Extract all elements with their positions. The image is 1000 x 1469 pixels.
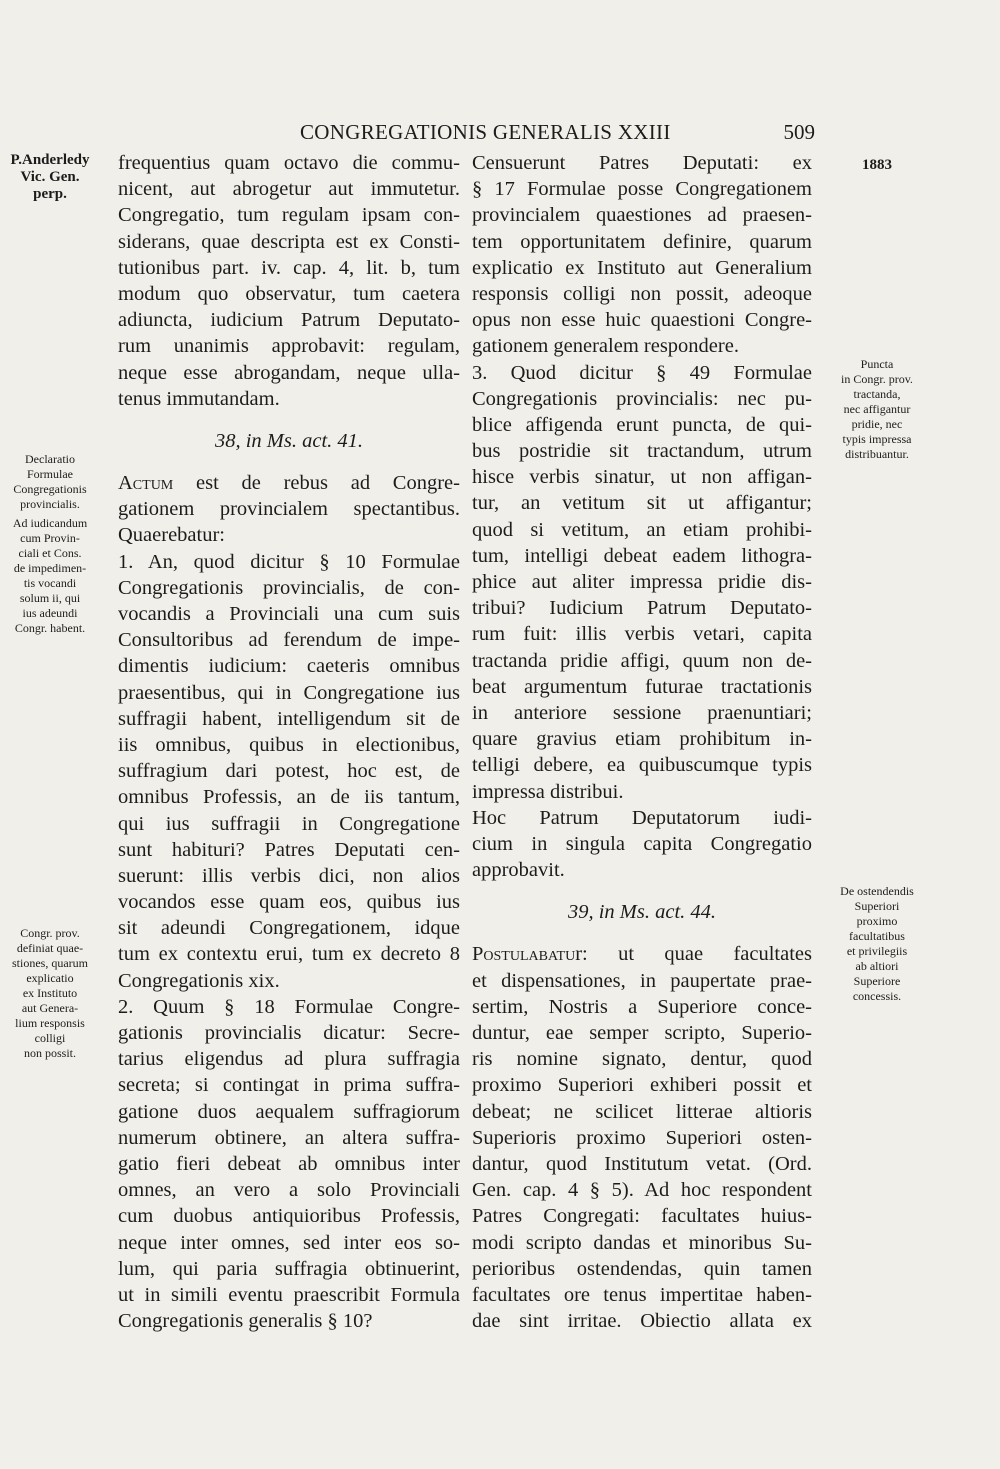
text-line: gatione duos aequalem suffragiorum bbox=[118, 1100, 460, 1123]
margin-note-line: stiones, quarum bbox=[12, 956, 88, 970]
text-line: sunt habituri? Patres Deputati cen- bbox=[118, 838, 460, 861]
text-line: numerum obtinere, an altera suffra- bbox=[118, 1126, 460, 1149]
text-line: siderans, quae descripta est ex Consti- bbox=[118, 230, 460, 253]
text-line: beat argumentum futurae tractationis bbox=[472, 675, 812, 698]
text-line: 1. An, quod dicitur § 10 Formulae bbox=[118, 550, 460, 573]
margin-note-line: Superiori bbox=[854, 899, 900, 913]
margin-note-line: distribuantur. bbox=[845, 447, 909, 461]
left-column bbox=[118, 150, 460, 1334]
text-line: bus postridie sit tractandum, utrum bbox=[472, 440, 812, 463]
text-line: gationem generalem respondere. bbox=[472, 335, 739, 358]
text-line: quare gravius etiam prohibitum in- bbox=[472, 728, 812, 751]
text-line: ris nomine signato, dentur, quod bbox=[472, 1048, 812, 1071]
text-line: 3. Quod dicitur § 49 Formulae bbox=[472, 361, 812, 384]
line-gap bbox=[472, 925, 812, 941]
text-line: tum, intelligi debeat eadem lithogra- bbox=[472, 544, 812, 567]
text-line: Hoc Patrum Deputatorum iudi- bbox=[472, 806, 812, 829]
margin-author-line: perp. bbox=[33, 186, 67, 202]
page-header bbox=[300, 120, 815, 150]
text-line: tarius eligendus ad plura suffragia bbox=[118, 1048, 460, 1071]
text-line: secreta; si contingat in prima suffra- bbox=[118, 1074, 460, 1097]
text-line: vocandos esse quam eos, quibus ius bbox=[118, 891, 460, 914]
text-line: cum duobus antiquioribus Professis, bbox=[118, 1205, 460, 1228]
text-line: suffragii habent, intelligendum sit de bbox=[118, 707, 460, 730]
text-line: duntur, eae semper scripto, Superio- bbox=[472, 1022, 812, 1044]
text-line: opus non esse huic quaestioni Congre- bbox=[472, 309, 812, 332]
text-line: et dispensationes, in paupertate prae- bbox=[472, 969, 812, 992]
text-line: Congregationis provincialis, de con- bbox=[118, 576, 460, 599]
text-line: in anteriore sessione praenuntiari; bbox=[472, 701, 812, 724]
margin-note-line: typis impressa bbox=[842, 432, 912, 446]
margin-note-line: colligi bbox=[34, 1031, 66, 1045]
text-line: omnes, an vero a solo Provinciali bbox=[118, 1179, 460, 1202]
text-line: modum quo observatur, tum caetera bbox=[118, 282, 460, 305]
margin-note-line: Formulae bbox=[27, 467, 73, 481]
text-line: tur, an vetitum sit ut affigantur; bbox=[472, 492, 812, 515]
margin-author bbox=[2, 152, 98, 203]
text-line: perioribus ostendendas, quin tamen bbox=[472, 1257, 812, 1280]
text-line: Congregatio, tum regulam ipsam con- bbox=[118, 204, 460, 227]
text-line: cium in singula capita Congregatio bbox=[472, 832, 812, 855]
right-column bbox=[472, 150, 812, 1334]
text-line: tutionibus part. iv. cap. 4, lit. b, tum bbox=[118, 256, 460, 279]
margin-note-line: ciali et Cons. bbox=[18, 546, 82, 560]
text-line: Postulabatur: ut quae facultates bbox=[472, 943, 812, 966]
text-line: phice aut aliter impressa pridie dis- bbox=[472, 571, 812, 593]
text-line: facultates ore tenus impertitae haben- bbox=[472, 1283, 812, 1306]
margin-note-line: concessis. bbox=[852, 989, 902, 1003]
text-line: gatio fieri debeat ab omnibus inter bbox=[118, 1152, 460, 1175]
running-head: CONGREGATIONIS GENERALIS XXIII bbox=[300, 120, 671, 144]
margin-note-line: Congr. prov. bbox=[20, 926, 80, 940]
margin-note-line: explicatio bbox=[26, 971, 74, 985]
margin-note-line: cum Provin- bbox=[20, 531, 80, 545]
text-line: neque inter omnes, sed inter eos so- bbox=[118, 1231, 460, 1254]
text-line: rum unanimis approbavit: regulam, bbox=[118, 335, 460, 358]
text-line: tem opportunitatem definire, quarum bbox=[472, 230, 812, 253]
text-line: Gen. cap. 4 § 5). Ad hoc respondent bbox=[472, 1179, 812, 1202]
text-line: Censuerunt Patres Deputati: ex bbox=[472, 152, 812, 174]
margin-note-line: ab altiori bbox=[855, 959, 899, 973]
text-line: dimentis iudicium: caeteris omnibus bbox=[118, 655, 460, 678]
text-line: nicent, aut abrogetur aut immutetur. bbox=[118, 178, 460, 201]
text-line: Quaerebatur: bbox=[118, 524, 225, 547]
text-line: debeat; ne scilicet litterae altioris bbox=[472, 1100, 812, 1123]
text-line: qui ius suffragii in Congregatione bbox=[118, 812, 460, 835]
margin-note-line: Congregationis bbox=[13, 482, 87, 496]
text-line: sertim, Nostris a Superiore conce- bbox=[472, 995, 812, 1018]
section-heading: 38, in Ms. act. 41. bbox=[214, 429, 364, 452]
text-line: Patres Congregati: facultates huius- bbox=[472, 1205, 812, 1228]
text-line: Consultoribus ad ferendum de impe- bbox=[118, 629, 460, 652]
text-line: lum, qui paria suffragia obtinuerint, bbox=[118, 1257, 460, 1280]
text-line: praesentibus, qui in Congregatione ius bbox=[118, 681, 460, 704]
margin-note-line: et privilegiis bbox=[846, 944, 908, 958]
text-line: blice affigenda erunt puncta, de qui- bbox=[472, 413, 812, 436]
margin-note-line: De ostendendis bbox=[840, 884, 914, 898]
text-line: § 17 Formulae posse Congregationem bbox=[472, 178, 812, 201]
text-line: quod si vetitum, an etiam prohibi- bbox=[472, 518, 812, 541]
text-line: vocandis a Provinciali una cum suis bbox=[118, 603, 460, 625]
margin-year-label: 1883 bbox=[862, 157, 892, 173]
margin-note-line: ius adeundi bbox=[22, 606, 78, 620]
text-line: Congregationis provincialis: nec pu- bbox=[472, 387, 812, 410]
text-line: provincialem quaestiones ad praesen- bbox=[472, 204, 812, 227]
text-line: rum fuit: illis verbis vetari, capita bbox=[472, 623, 812, 646]
margin-note-ad-iudicandum bbox=[2, 516, 98, 636]
margin-note-line: facultatibus bbox=[849, 929, 905, 943]
text-line: hisce verbis sinatur, ut non affigan- bbox=[472, 466, 812, 489]
text-line: tribui? Iudicium Patrum Deputato- bbox=[472, 597, 812, 620]
text-line: neque esse abrogandam, neque ulla- bbox=[118, 361, 460, 384]
text-line: adiuncta, iudicium Patrum Deputato- bbox=[118, 309, 460, 332]
text-line: suerunt: illis verbis dici, non alios bbox=[118, 864, 460, 887]
margin-note-line: ex Instituto bbox=[22, 986, 78, 1000]
margin-author-line: P.Anderledy bbox=[10, 152, 90, 168]
margin-note-line: lium responsis bbox=[15, 1016, 85, 1030]
margin-note-line: Puncta bbox=[860, 357, 894, 371]
margin-note-congr-prov bbox=[2, 926, 98, 1061]
margin-note-line: provincialis. bbox=[20, 497, 80, 511]
text-line: suffragium dari potest, hoc est, de bbox=[118, 760, 460, 783]
text-line: tum ex contextu erui, tum ex decreto 8 bbox=[118, 943, 460, 966]
text-line: ut in simili eventu praescribit Formula bbox=[118, 1283, 460, 1306]
margin-note-line: definiat quae- bbox=[16, 941, 84, 955]
text-line: frequentius quam octavo die commu- bbox=[118, 152, 460, 174]
text-line: responsis colligi non possit, adeoque bbox=[472, 282, 812, 305]
text-line: explicatio ex Instituto aut Generalium bbox=[472, 256, 812, 279]
text-line: approbavit. bbox=[472, 859, 565, 882]
text-line: Congregationis generalis § 10? bbox=[118, 1310, 373, 1333]
text-line: proximo Superiori exhiberi possit et bbox=[472, 1074, 812, 1097]
text-line: tenus immutandam. bbox=[118, 387, 280, 410]
page-number: 509 bbox=[783, 120, 815, 144]
text-line: Actum est de rebus ad Congre- bbox=[118, 472, 460, 495]
text-line: impressa distribui. bbox=[472, 780, 624, 803]
margin-note-line: Declaratio bbox=[25, 452, 75, 466]
margin-note-line: de impedimen- bbox=[13, 561, 87, 575]
margin-note-puncta bbox=[822, 357, 932, 462]
line-gap bbox=[118, 412, 460, 428]
margin-note-line: tis vocandi bbox=[23, 576, 77, 590]
line-gap bbox=[472, 883, 812, 899]
text-line: dae sint irritae. Obiectio allata ex bbox=[472, 1310, 812, 1333]
margin-author-line: Vic. Gen. bbox=[20, 169, 80, 185]
margin-note-line: aut Genera- bbox=[21, 1001, 79, 1015]
text-line: modi scripto dandas et minoribus Su- bbox=[472, 1231, 812, 1254]
margin-note-line: tractanda, bbox=[853, 387, 901, 401]
text-line: dantur, quod Institutum vetat. (Ord. bbox=[472, 1152, 812, 1175]
margin-note-line: Superiore bbox=[853, 974, 901, 988]
margin-note-line: Congr. habent. bbox=[14, 621, 86, 635]
text-line: iis omnibus, quibus in electionibus, bbox=[118, 733, 460, 756]
margin-note-declaratio bbox=[2, 452, 98, 512]
section-heading: 39, in Ms. act. 44. bbox=[567, 901, 717, 924]
margin-note-line: proximo bbox=[856, 914, 898, 928]
margin-note-line: nec affigantur bbox=[843, 402, 911, 416]
text-line: tractanda pridie affigi, quum non de- bbox=[472, 649, 812, 672]
text-line: 2. Quum § 18 Formulae Congre- bbox=[118, 995, 460, 1018]
margin-note-line: solum ii, qui bbox=[19, 591, 81, 605]
margin-note-line: in Congr. prov. bbox=[841, 372, 913, 386]
margin-note-de-ostendendis bbox=[822, 884, 932, 1004]
margin-note-line: Ad iudicandum bbox=[12, 516, 88, 530]
text-line: gationem provincialem spectantibus. bbox=[118, 498, 460, 521]
text-line: gationis provincialis dicatur: Secre- bbox=[118, 1022, 460, 1044]
margin-note-line: non possit. bbox=[23, 1046, 76, 1060]
text-line: telligi debere, ea quibuscumque typis bbox=[472, 754, 812, 777]
text-line: Superioris proximo Superiori osten- bbox=[472, 1126, 812, 1149]
margin-note-line: pridie, nec bbox=[851, 417, 903, 431]
text-line: sit adeundi Congregationem, idque bbox=[118, 917, 460, 940]
margin-year bbox=[822, 157, 932, 174]
line-gap bbox=[118, 454, 460, 470]
text-line: omnibus Professis, an de iis tantum, bbox=[118, 786, 460, 809]
text-line: Congregationis xix. bbox=[118, 969, 280, 992]
